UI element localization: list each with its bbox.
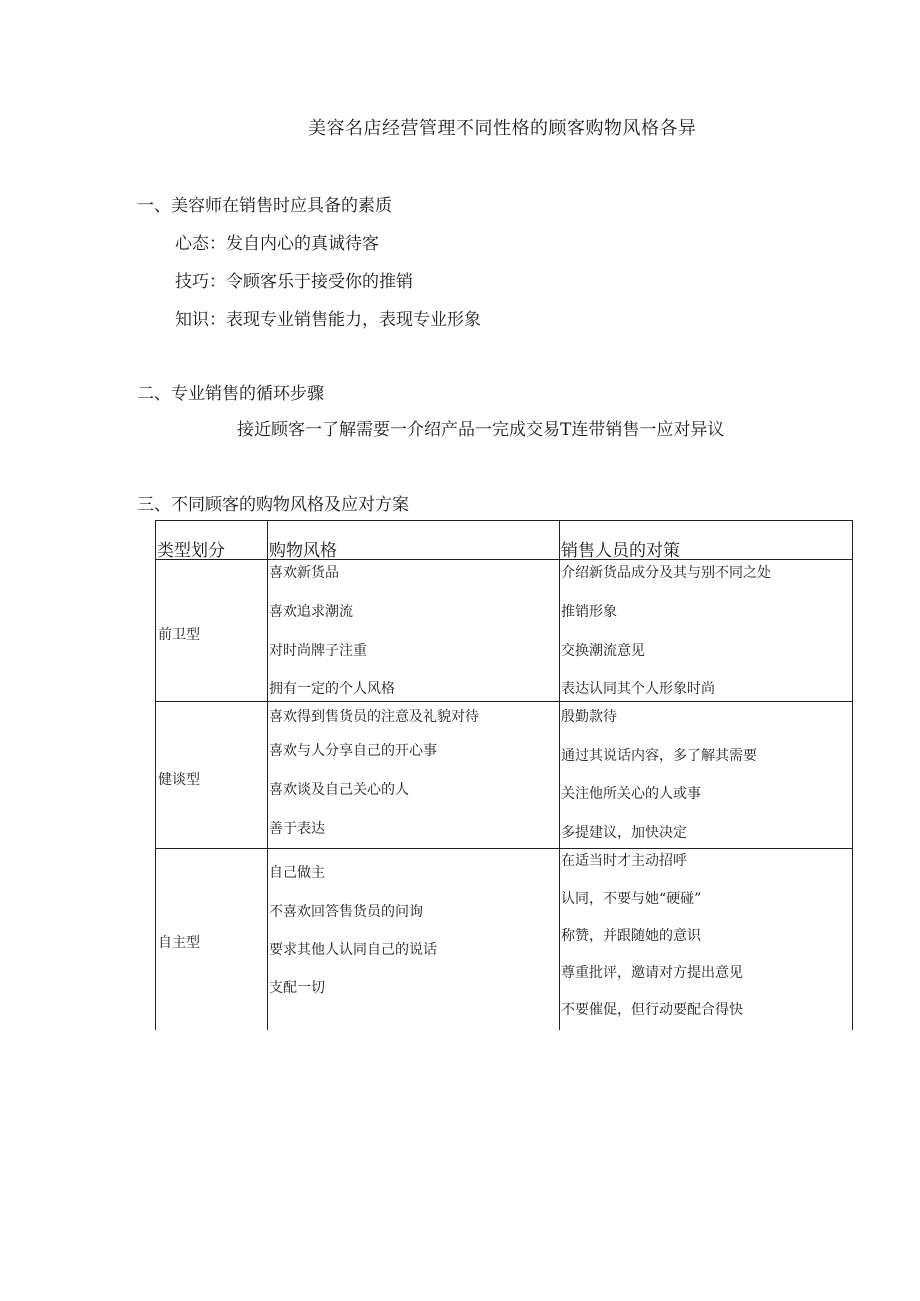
table-border-top — [155, 520, 853, 521]
table-row-rule-2 — [155, 848, 853, 849]
table-cell-strategy: 推销形象 — [561, 604, 617, 620]
table-row-rule-1 — [155, 701, 853, 702]
table-cell-style: 支配一切 — [269, 980, 325, 996]
table-divider-1 — [267, 520, 268, 1030]
section1-item-skill: 技巧：令顾客乐于接受你的推销 — [175, 272, 413, 292]
section1-item-knowledge: 知识：表现专业销售能力，表现专业形象 — [175, 310, 481, 330]
table-cell-strategy: 称赞，并跟随她的意识 — [561, 928, 701, 944]
customer-style-table — [155, 520, 853, 1030]
section1-heading: 一、美容师在销售时应具备的素质 — [137, 196, 392, 216]
table-cell-strategy: 多提建议，加快决定 — [561, 825, 687, 841]
table-border-right — [852, 520, 853, 1030]
table-cell-strategy: 表达认同其个人形象时尚 — [561, 681, 715, 697]
table-header-strategy: 销售人员的对策 — [561, 541, 680, 561]
table-cell-style: 善于表达 — [269, 821, 325, 837]
table-cell-strategy: 殷勤款待 — [561, 709, 617, 725]
table-cell-strategy: 在适当时才主动招呼 — [561, 853, 687, 869]
table-header-rule — [155, 559, 853, 560]
table-header-type: 类型划分 — [157, 541, 225, 561]
table-cell-style: 要求其他人认同自己的说话 — [269, 942, 437, 958]
table-divider-2 — [559, 520, 560, 1030]
table-cell-strategy: 不要催促，但行动要配合得快 — [561, 1002, 743, 1018]
sales-cycle-flow: 接近顾客一了解需要一介绍产品一完成交易T连带销售一应对异议 — [237, 420, 725, 440]
page-title: 美容名店经营管理不同性格的顾客购物风格各异 — [308, 118, 697, 139]
table-row-type: 自主型 — [158, 935, 200, 951]
table-row-type: 健谈型 — [158, 772, 200, 788]
table-cell-style: 喜欢追求潮流 — [269, 604, 353, 620]
table-cell-style: 不喜欢回答售货员的问询 — [269, 904, 423, 920]
table-cell-style: 喜欢得到售货员的注意及礼貌对待 — [269, 709, 479, 725]
table-cell-strategy: 通过其说话内容，多了解其需要 — [561, 748, 757, 764]
table-cell-style: 喜欢与人分享自己的开心事 — [269, 743, 437, 759]
table-row-type: 前卫型 — [158, 627, 200, 643]
table-cell-style: 喜欢新货品 — [269, 565, 339, 581]
table-cell-style: 对时尚牌子注重 — [269, 643, 367, 659]
table-cell-strategy: 交换潮流意见 — [561, 643, 645, 659]
table-cell-style: 喜欢谈及自己关心的人 — [269, 782, 409, 798]
table-cell-style: 自己做主 — [269, 865, 325, 881]
table-cell-strategy: 关注他所关心的人或事 — [561, 786, 701, 802]
table-cell-strategy: 介绍新货品成分及其与别不同之处 — [561, 565, 771, 581]
section1-item-mindset: 心态：发自内心的真诚待客 — [175, 234, 379, 254]
table-border-left — [155, 520, 156, 1030]
section2-heading: 二、专业销售的循环步骤 — [137, 384, 324, 404]
table-cell-strategy: 认同，不要与她“硬碰” — [561, 891, 702, 907]
table-header-style: 购物风格 — [269, 541, 337, 561]
table-cell-strategy: 尊重批评，邀请对方提出意见 — [561, 965, 743, 981]
section3-heading: 三、不同顾客的购物风格及应对方案 — [137, 495, 409, 515]
table-cell-style: 拥有一定的个人风格 — [269, 681, 395, 697]
